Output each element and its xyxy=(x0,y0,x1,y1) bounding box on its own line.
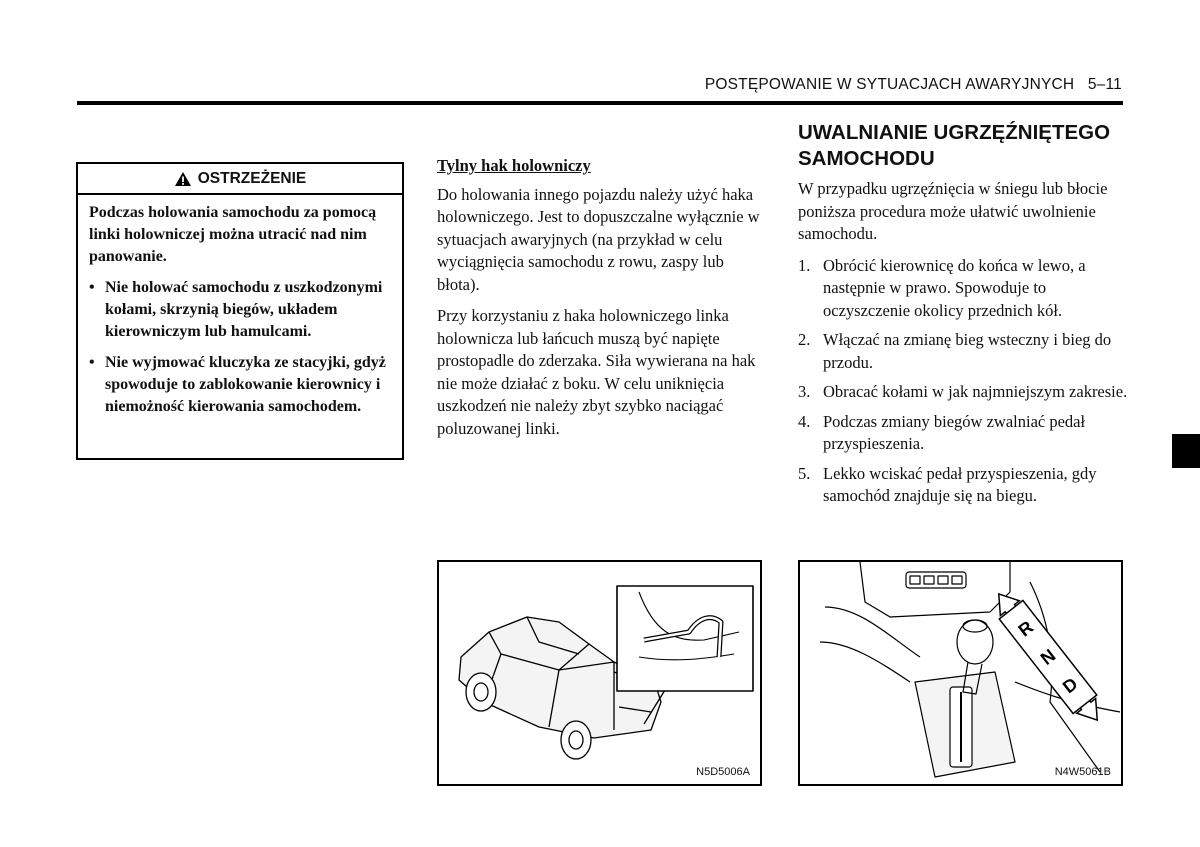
bullet-dot: • xyxy=(89,354,95,371)
towing-paragraph: Do holowania innego pojazdu należy użyć haka holowniczego. Jest to dopuszczalne wyłącznie w sytuacjach awaryjnych (na przykład w celu wyciągnięcia samochodu z rowu, zaspy lub błota). xyxy=(437,184,760,294)
towing-section xyxy=(437,155,762,449)
step-text: Lekko wciskać pedał przyspieszenia, gdy samochód znajduje się na biegu. xyxy=(823,463,1097,505)
warning-triangle-icon xyxy=(174,171,192,187)
step-text: Obracać kołami w jak najmniejszym zakresie. xyxy=(823,382,1128,401)
stuck-heading: UWALNIANIE UGRZĘŹNIĘTEGO SAMOCHODU xyxy=(798,121,1111,170)
gear-letter-n: N xyxy=(1036,645,1060,669)
step-text: Podczas zmiany biegów zwalniać pedał przyspieszenia. xyxy=(823,411,1086,453)
warning-box xyxy=(76,162,404,460)
warning-body xyxy=(78,195,402,418)
warning-bullet-text: Nie holować samochodu z uszkodzonymi kołami, skrzynią biegów, układem kierowniczym lub hamulcami. xyxy=(105,279,383,340)
running-header xyxy=(705,76,1122,94)
stuck-section xyxy=(798,120,1128,515)
stuck-steps xyxy=(798,255,1128,508)
tow-hook-figure xyxy=(437,560,762,786)
bullet-dot: • xyxy=(89,279,95,296)
stuck-intro: W przypadku ugrzęźnięcia w śniegu lub błocie poniższa procedura może ułatwić uwolnienie samochodu. xyxy=(798,179,1108,243)
step-item xyxy=(798,329,1128,374)
warning-bullet-text: Nie wyjmować kluczyka ze stacyjki, gdyż spowoduje to zablokowanie kierownicy i niemożność kierowania samochodem. xyxy=(105,354,386,415)
car-tow-hook-illustration xyxy=(439,562,760,784)
step-number: 3. xyxy=(798,382,811,401)
gear-letter-d: D xyxy=(1058,673,1082,698)
step-number: 5. xyxy=(798,463,811,483)
header-rule xyxy=(77,101,1123,105)
gear-shifter-figure xyxy=(798,560,1123,786)
warning-bullet xyxy=(89,352,392,418)
section-title: POSTĘPOWANIE W SYTUACJACH AWARYJNYCH xyxy=(704,76,1075,93)
warning-heading: OSTRZEŻENIE xyxy=(197,169,307,187)
step-item xyxy=(798,411,1128,456)
page-number: 5–11 xyxy=(1087,76,1122,93)
towing-paragraph: Przy korzystaniu z haka holowniczego linka holownicza lub łańcuch muszą być napięte prostopadle do zderzaka. Siła wywierana na hak nie może działać z boku. W celu uniknięcia uszkodzeń nie należy zbyt szybko naciągać poluzowanej linki. xyxy=(437,306,756,438)
figure-code: N5D5006A xyxy=(696,766,750,778)
step-text: Obrócić kierownicę do końca w lewo, a następnie w prawo. Spowoduje to oczyszczenie okolicy przednich kół. xyxy=(823,255,1086,320)
step-number: 2. xyxy=(798,330,811,349)
warning-header xyxy=(78,164,402,195)
step-item xyxy=(798,381,1128,404)
step-item xyxy=(798,255,1128,323)
warning-intro: Podczas holowania samochodu za pomocą linki holowniczej można utracić nad nim panowanie. xyxy=(89,204,377,265)
gear-letter-r: R xyxy=(1014,616,1038,641)
warning-bullet xyxy=(89,277,392,343)
gear-shifter-illustration xyxy=(800,562,1121,784)
step-number: 4. xyxy=(798,411,811,431)
step-number: 1. xyxy=(798,255,811,275)
towing-heading: Tylny hak holowniczy xyxy=(437,156,591,175)
chapter-tab-marker xyxy=(1172,434,1200,468)
step-text: Włączać na zmianę bieg wsteczny i bieg do przodu. xyxy=(823,330,1112,372)
figure-code: N4W5061B xyxy=(1054,766,1111,778)
step-item xyxy=(798,463,1128,508)
